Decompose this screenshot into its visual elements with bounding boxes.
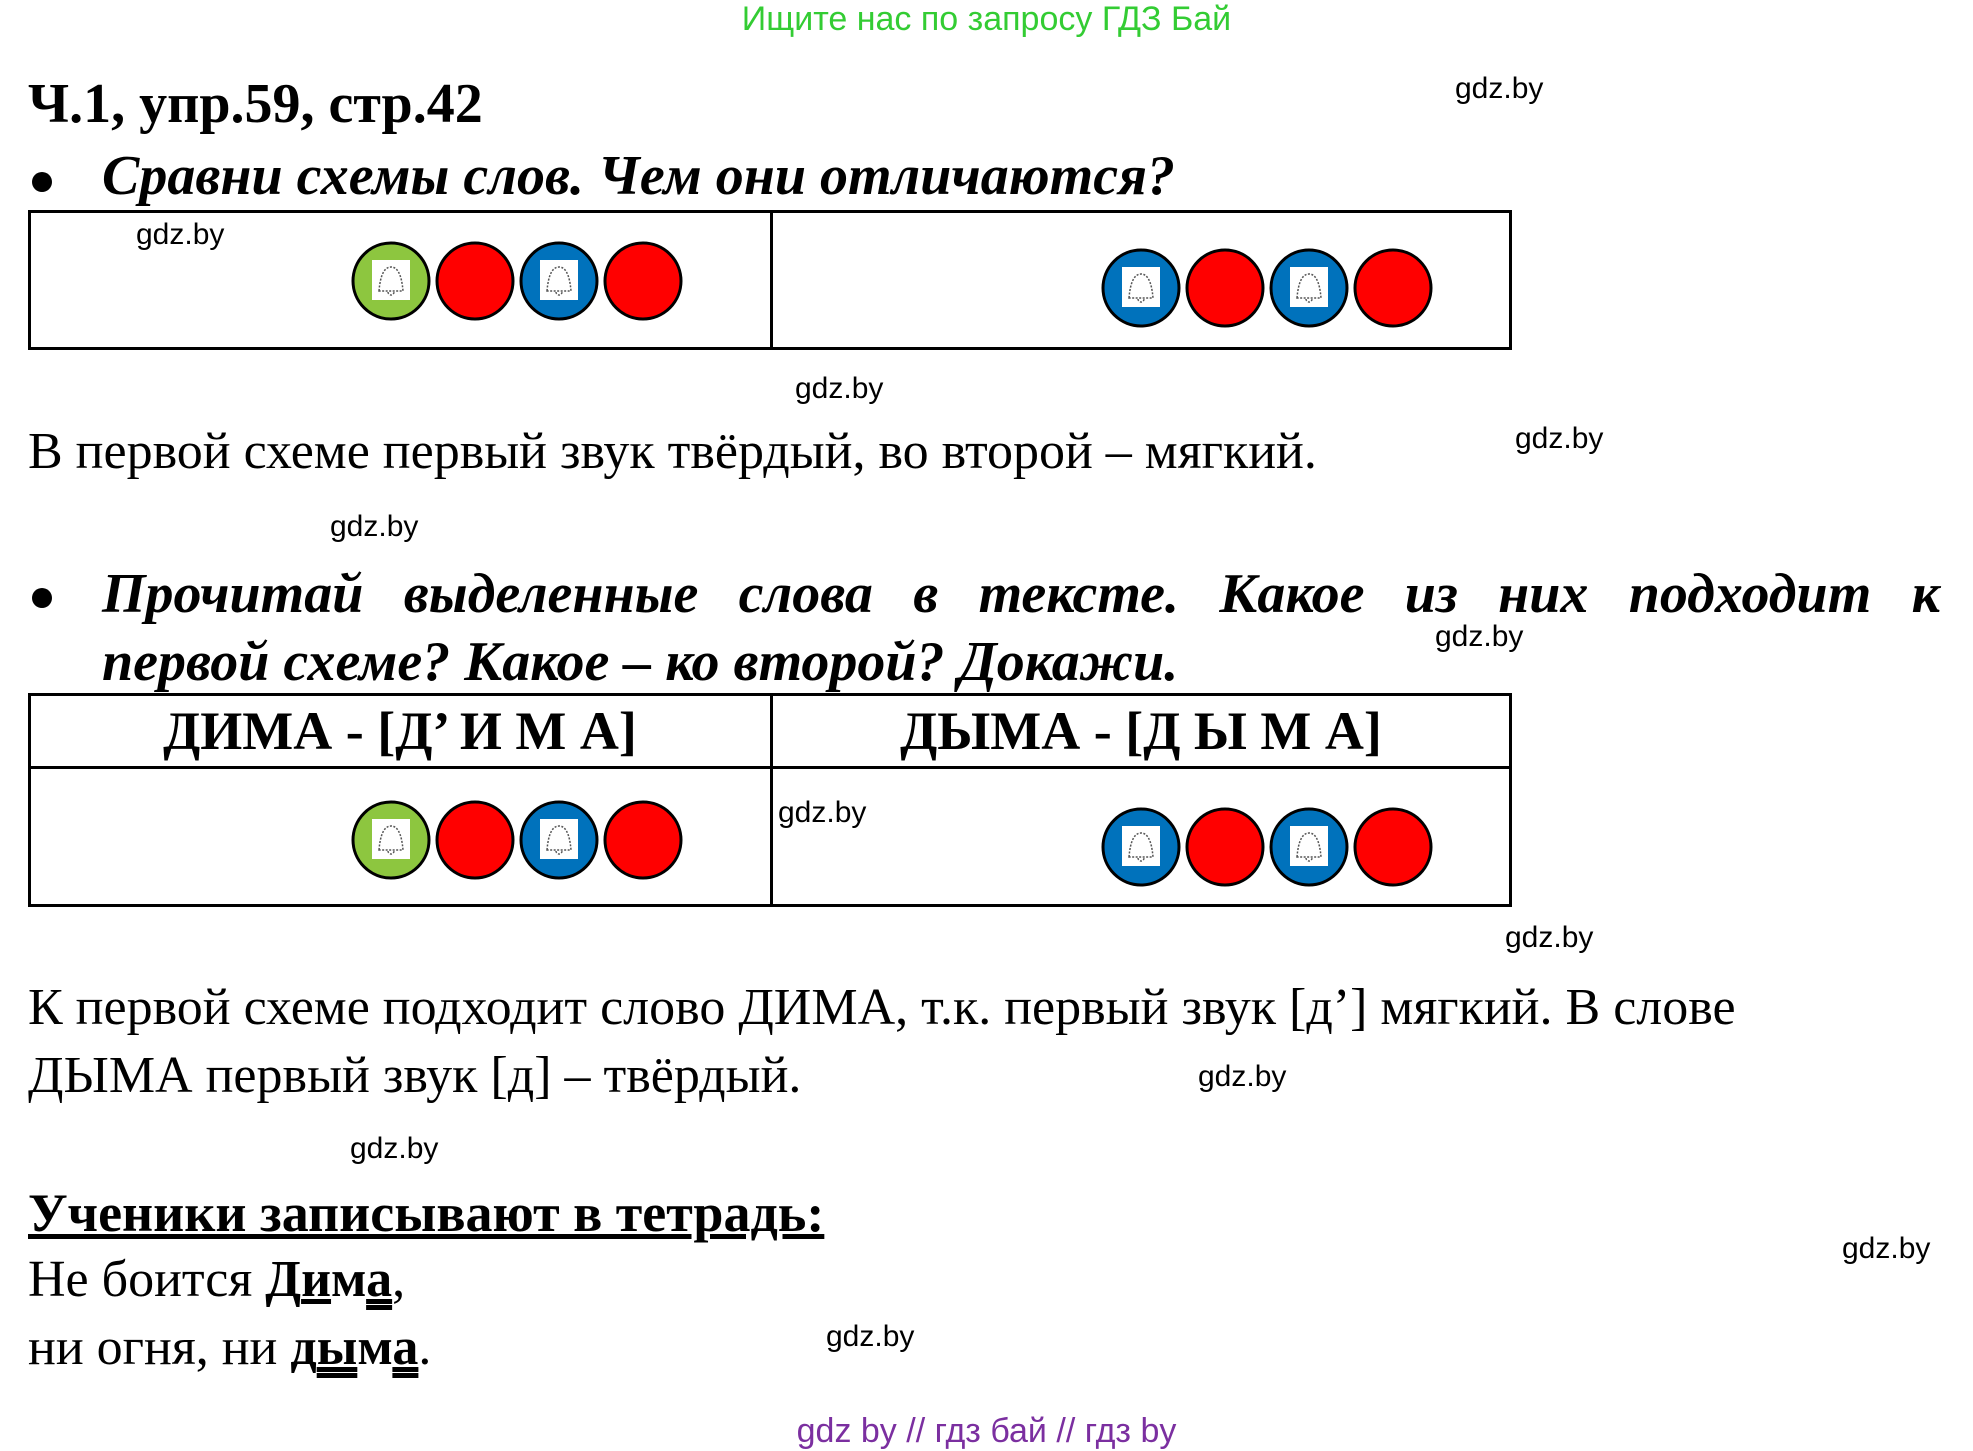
hard-consonant-circle (521, 802, 597, 878)
poem-word-dyma (290, 1319, 418, 1376)
vowel-circle (1355, 809, 1431, 885)
word-dima-transcription: ДИМА - [Д’ И М А] (163, 701, 637, 761)
watermark: gdz.by (1842, 1232, 1931, 1265)
task-2-line-1: Прочитай выделенные слова в тексте. Какое из них подходит к (102, 563, 1940, 625)
poem-punctuation: . (418, 1319, 432, 1376)
hard-consonant-circle (1271, 809, 1347, 885)
watermark: gdz.by (778, 796, 867, 829)
word-dyma-transcription: ДЫМА - [Д Ы М А] (900, 701, 1382, 761)
table-row-divider (28, 766, 1512, 769)
bell-icon-frame (1122, 826, 1160, 866)
bell-icon-frame (1122, 267, 1160, 307)
watermark: gdz.by (1455, 72, 1544, 105)
watermark: gdz.by (350, 1132, 439, 1165)
word-scheme-1-left (350, 240, 684, 322)
bullet (32, 172, 52, 192)
scheme-svg (1100, 247, 1434, 329)
vowel-circle (437, 802, 513, 878)
hard-consonant-circle (1103, 809, 1179, 885)
bell-icon-frame (372, 819, 410, 859)
letter-d: Д (265, 1251, 302, 1308)
watermark: gdz.by (1505, 921, 1594, 954)
vowel-circle (437, 243, 513, 319)
vowel-circle (1355, 250, 1431, 326)
letter-m: м (357, 1319, 393, 1376)
hard-consonant-circle (1103, 250, 1179, 326)
word-scheme-2-left (350, 799, 684, 881)
word-scheme-1-right (1100, 247, 1434, 329)
answer-2-line-1: К первой схеме подходит слово ДИМА, т.к. первый звук [д’] мягкий. В слове (28, 979, 1736, 1036)
scheme-svg (1100, 806, 1434, 888)
watermark: gdz.by (330, 510, 419, 543)
poem-punctuation: , (392, 1251, 406, 1308)
letter-a: а (392, 1319, 419, 1376)
poem-text: Не боится (28, 1251, 266, 1308)
watermark: gdz.by (1515, 422, 1604, 455)
letter-d: д (290, 1319, 317, 1376)
top-banner: Ищите нас по запросу ГДЗ Бай (741, 0, 1232, 38)
soft-consonant-circle (353, 243, 429, 319)
letter-y: ы (316, 1319, 358, 1376)
letter-m: м (331, 1251, 367, 1308)
vowel-circle (605, 802, 681, 878)
bullet (32, 588, 52, 608)
watermark: gdz.by (1198, 1060, 1287, 1093)
answer-1: В первой схеме первый звук твёрдый, во второй – мягкий. (28, 423, 1317, 480)
bell-icon-frame (540, 260, 578, 300)
table-divider (770, 210, 773, 350)
vowel-circle (1187, 250, 1263, 326)
poem-line-2 (28, 1318, 431, 1377)
bell-icon-frame (540, 819, 578, 859)
watermark: gdz.by (1435, 620, 1524, 653)
answer-2-line-2: ДЫМА первый звук [д] – твёрдый. (28, 1047, 802, 1104)
soft-consonant-circle (353, 802, 429, 878)
bell-icon-frame (372, 260, 410, 300)
page-title: Ч.1, упр.59, стр.42 (28, 73, 483, 135)
scheme-svg (350, 240, 684, 322)
vowel-circle (605, 243, 681, 319)
notebook-heading: Ученики записывают в тетрадь: (28, 1183, 825, 1243)
watermark: gdz.by (795, 372, 884, 405)
task-1-text: Сравни схемы слов. Чем они отличаются? (102, 145, 1175, 207)
hard-consonant-circle (1271, 250, 1347, 326)
vowel-circle (1187, 809, 1263, 885)
letter-a: а (366, 1251, 393, 1308)
task-2-text (102, 560, 1940, 696)
scheme-svg (350, 799, 684, 881)
footer-links: gdz by // гдз бай // гдз by (796, 1412, 1177, 1450)
watermark: gdz.by (826, 1320, 915, 1353)
task-2-line-2: первой схеме? Какое – ко второй? Докажи. (102, 631, 1179, 693)
bell-icon-frame (1290, 267, 1328, 307)
hard-consonant-circle (521, 243, 597, 319)
poem-line-1 (28, 1250, 405, 1309)
letter-i: и (301, 1251, 332, 1308)
poem-word-dima (265, 1251, 392, 1308)
poem-text: ни огня, ни (28, 1319, 291, 1376)
word-scheme-2-right (1100, 806, 1434, 888)
watermark: gdz.by (136, 218, 225, 251)
bell-icon-frame (1290, 826, 1328, 866)
